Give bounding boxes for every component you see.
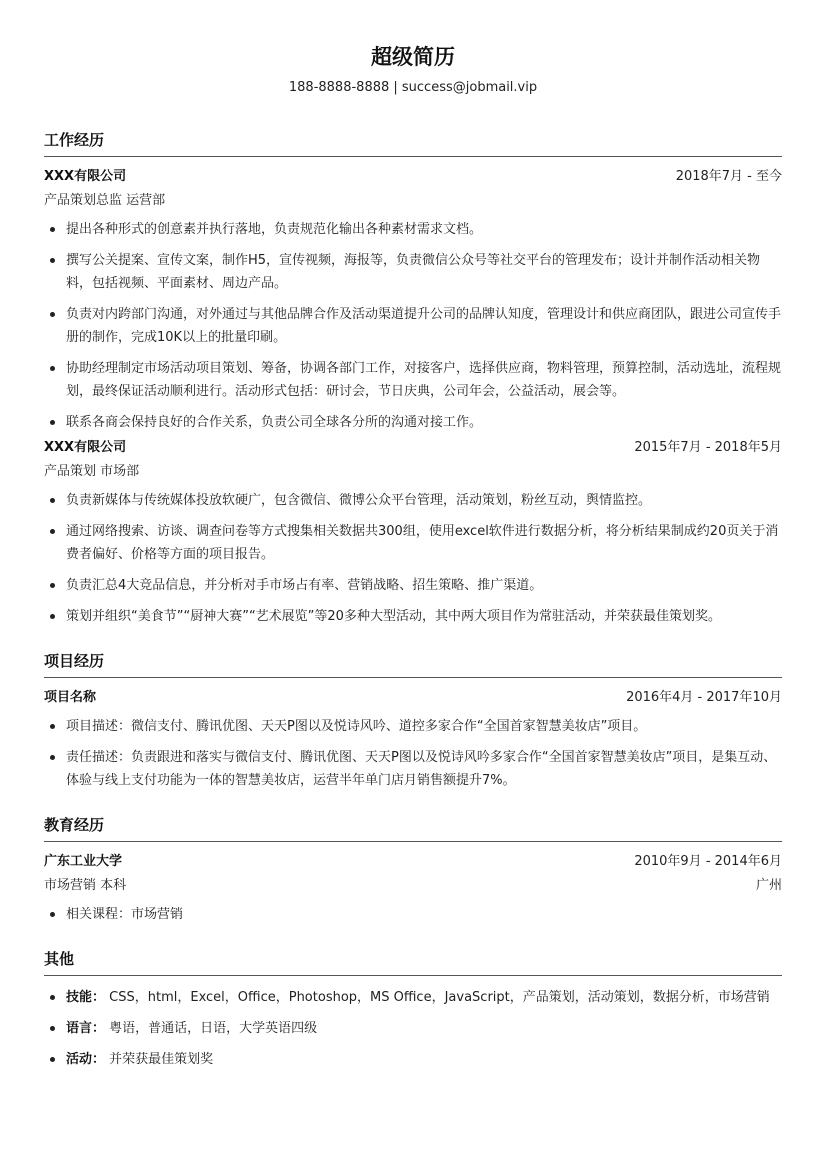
list-item: 联系各商会保持良好的合作关系，负责公司全球各分所的沟通对接工作。 xyxy=(47,411,782,434)
section-title-education: 教育经历 xyxy=(44,816,105,834)
other-list xyxy=(47,986,782,1071)
contact-line: 188-8888-8888 | success@jobmail.vip xyxy=(288,80,538,95)
list-item: 责任描述：负责跟进和落实与微信支付、腾讯优图、天天P图以及悦诗风吟多家合作“全国首家智慧美妆店”项目，是集互动、体验与线上支付功能为一体的智慧美妆店，运营半年单门店月销售额提升7%。 xyxy=(47,746,782,792)
list-item: 相关课程：市场营销 xyxy=(47,903,782,926)
skills-label: 技能： xyxy=(66,990,106,1005)
list-item: 负责汇总4大竞品信息，并分析对手市场占有率、营销战略、招生策略、推广渠道。 xyxy=(47,574,782,597)
education-section xyxy=(44,814,782,926)
languages-label: 语言： xyxy=(66,1021,106,1036)
project-entry xyxy=(44,688,782,792)
education-city: 广州 xyxy=(755,878,782,893)
activities-value: 并荣获最佳策划奖 xyxy=(109,1052,214,1067)
section-title-work: 工作经历 xyxy=(44,131,105,149)
education-entry xyxy=(44,852,782,926)
resume-name: 超级简历 xyxy=(371,45,455,69)
activities-label: 活动： xyxy=(66,1052,106,1067)
section-title-projects: 项目经历 xyxy=(44,652,105,670)
list-item: 提出各种形式的创意素并执行落地，负责规范化输出各种素材需求文档。 xyxy=(47,218,782,241)
job-role: 产品策划 市场部 xyxy=(44,464,140,479)
job-entry xyxy=(44,167,782,434)
project-details-list xyxy=(47,715,782,792)
work-section xyxy=(44,129,782,628)
projects-section xyxy=(44,650,782,792)
school-name: 广东工业大学 xyxy=(44,854,123,869)
project-name: 项目名称 xyxy=(44,690,97,705)
section-divider xyxy=(44,156,782,157)
list-item: 负责对内跨部门沟通，对外通过与其他品牌合作及活动渠道提升公司的品牌认知度，管理设计和供应商团队，跟进公司宣传手册的制作，完成10K以上的批量印刷。 xyxy=(47,303,782,349)
list-item: 项目描述：微信支付、腾讯优图、天天P图以及悦诗风吟、道控多家合作“全国首家智慧美妆店”项目。 xyxy=(47,715,782,738)
job-entry xyxy=(44,438,782,628)
section-divider xyxy=(44,975,782,976)
list-item: 策划并组织“美食节”“厨神大赛”“艺术展览”等20多种大型活动，其中两大项目作为常驻活动，并荣获最佳策划奖。 xyxy=(47,605,782,628)
company-name: XXX有限公司 xyxy=(44,169,127,184)
education-details-list xyxy=(47,903,782,926)
section-divider xyxy=(44,677,782,678)
education-major: 市场营销 本科 xyxy=(44,878,127,893)
list-item: 负责新媒体与传统媒体投放软硬广，包含微信、微博公众平台管理，活动策划，粉丝互动，舆情监控。 xyxy=(47,489,782,512)
section-divider xyxy=(44,841,782,842)
list-item-skills xyxy=(47,986,782,1009)
list-item: 协助经理制定市场活动项目策划、筹备，协调各部门工作，对接客户，选择供应商，物料管理，预算控制，活动选址，流程规划，最终保证活动顺利进行。活动形式包括：研讨会，节日庆典，公司年会，公益活动，展会等。 xyxy=(47,357,782,403)
education-date: 2010年9月 - 2014年6月 xyxy=(634,854,782,869)
skills-value: CSS，html，Excel，Office，Photoshop，MS Office，JavaScript，产品策划，活动策划，数据分析，市场营销 xyxy=(109,990,770,1005)
list-item-activities xyxy=(47,1048,782,1071)
job-date: 2018年7月 - 至今 xyxy=(675,169,782,184)
company-name: XXX有限公司 xyxy=(44,440,127,455)
list-item-languages xyxy=(47,1017,782,1040)
job-duties-list xyxy=(47,489,782,628)
job-duties-list xyxy=(47,218,782,434)
job-role: 产品策划总监 运营部 xyxy=(44,193,166,208)
list-item: 通过网络搜索、访谈、调查问卷等方式搜集相关数据共300组，使用excel软件进行数据分析，将分析结果制成约20页关于消费者偏好、价格等方面的项目报告。 xyxy=(47,520,782,566)
section-title-other: 其他 xyxy=(44,950,75,968)
project-date: 2016年4月 - 2017年10月 xyxy=(626,690,782,705)
list-item: 撰写公关提案、宣传文案，制作H5，宣传视频，海报等，负责微信公众号等社交平台的管理发布；设计并制作活动相关物料，包括视频、平面素材、周边产品。 xyxy=(47,249,782,295)
job-date: 2015年7月 - 2018年5月 xyxy=(634,440,782,455)
languages-value: 粤语，普通话，日语，大学英语四级 xyxy=(109,1021,318,1036)
other-section xyxy=(44,948,782,1071)
